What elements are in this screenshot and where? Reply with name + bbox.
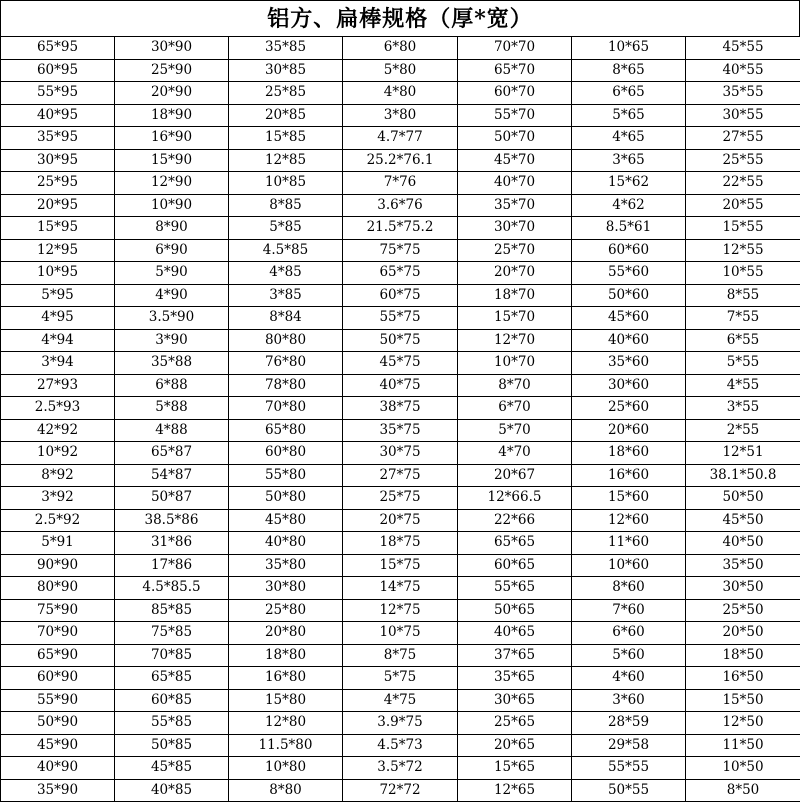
table-cell: 12*85 bbox=[229, 149, 343, 172]
table-row bbox=[1, 239, 800, 262]
table-cell: 6*65 bbox=[572, 82, 686, 105]
table-cell: 4*94 bbox=[1, 329, 115, 352]
table-row bbox=[1, 622, 800, 645]
table-cell: 12*95 bbox=[1, 239, 115, 262]
table-cell: 70*80 bbox=[229, 397, 343, 420]
table-cell: 12*90 bbox=[115, 172, 229, 195]
table-cell: 70*90 bbox=[1, 622, 115, 645]
table-cell: 37*65 bbox=[458, 644, 572, 667]
table-cell: 10*92 bbox=[1, 442, 115, 465]
table-cell: 8*85 bbox=[229, 194, 343, 217]
table-cell: 27*55 bbox=[686, 127, 800, 150]
table-cell: 50*70 bbox=[458, 127, 572, 150]
table-cell: 4*85 bbox=[229, 262, 343, 285]
table-cell: 60*90 bbox=[1, 667, 115, 690]
table-cell: 78*80 bbox=[229, 374, 343, 397]
table-cell: 8*55 bbox=[686, 284, 800, 307]
table-cell: 8*50 bbox=[686, 779, 800, 802]
table-cell: 20*55 bbox=[686, 194, 800, 217]
table-cell: 55*70 bbox=[458, 104, 572, 127]
table-cell: 8*90 bbox=[115, 217, 229, 240]
table-cell: 50*90 bbox=[1, 712, 115, 735]
table-cell: 60*60 bbox=[572, 239, 686, 262]
table-cell: 15*50 bbox=[686, 689, 800, 712]
table-cell: 25*55 bbox=[686, 149, 800, 172]
table-cell: 11*60 bbox=[572, 532, 686, 555]
table-cell: 60*70 bbox=[458, 82, 572, 105]
table-cell: 16*90 bbox=[115, 127, 229, 150]
table-row bbox=[1, 262, 800, 285]
table-cell: 4*90 bbox=[115, 284, 229, 307]
table-cell: 3*80 bbox=[343, 104, 458, 127]
table-row bbox=[1, 667, 800, 690]
table-cell: 65*75 bbox=[343, 262, 458, 285]
table-cell: 10*65 bbox=[572, 37, 686, 60]
table-cell: 10*95 bbox=[1, 262, 115, 285]
table-row bbox=[1, 532, 800, 555]
table-cell: 40*55 bbox=[686, 59, 800, 82]
table-cell: 45*75 bbox=[343, 352, 458, 375]
table-cell: 12*70 bbox=[458, 329, 572, 352]
table-cell: 65*90 bbox=[1, 644, 115, 667]
table-cell: 6*80 bbox=[343, 37, 458, 60]
table-cell: 16*60 bbox=[572, 464, 686, 487]
table-cell: 76*80 bbox=[229, 352, 343, 375]
table-cell: 10*90 bbox=[115, 194, 229, 217]
table-cell: 40*95 bbox=[1, 104, 115, 127]
table-cell: 12*50 bbox=[686, 712, 800, 735]
table-cell: 30*65 bbox=[458, 689, 572, 712]
table-cell: 25*95 bbox=[1, 172, 115, 195]
table-cell: 80*90 bbox=[1, 577, 115, 600]
table-cell: 22*55 bbox=[686, 172, 800, 195]
table-cell: 35*75 bbox=[343, 419, 458, 442]
table-cell: 30*60 bbox=[572, 374, 686, 397]
table-row bbox=[1, 149, 800, 172]
table-cell: 50*60 bbox=[572, 284, 686, 307]
table-cell: 75*75 bbox=[343, 239, 458, 262]
table-cell: 15*95 bbox=[1, 217, 115, 240]
table-cell: 10*60 bbox=[572, 554, 686, 577]
table-cell: 11.5*80 bbox=[229, 734, 343, 757]
table-cell: 4*60 bbox=[572, 667, 686, 690]
table-cell: 45*80 bbox=[229, 509, 343, 532]
table-cell: 30*80 bbox=[229, 577, 343, 600]
table-row bbox=[1, 419, 800, 442]
table-cell: 15*90 bbox=[115, 149, 229, 172]
table-cell: 4.5*85 bbox=[229, 239, 343, 262]
table-cell: 8*60 bbox=[572, 577, 686, 600]
table-cell: 20*85 bbox=[229, 104, 343, 127]
table-row bbox=[1, 644, 800, 667]
table-row bbox=[1, 464, 800, 487]
table-cell: 10*80 bbox=[229, 757, 343, 780]
table-cell: 30*85 bbox=[229, 59, 343, 82]
table-row bbox=[1, 374, 800, 397]
table-row bbox=[1, 509, 800, 532]
table-cell: 12*65 bbox=[458, 779, 572, 802]
table-cell: 30*50 bbox=[686, 577, 800, 600]
table-cell: 70*85 bbox=[115, 644, 229, 667]
table-cell: 5*55 bbox=[686, 352, 800, 375]
table-cell: 15*65 bbox=[458, 757, 572, 780]
table-cell: 65*95 bbox=[1, 37, 115, 60]
table-cell: 65*70 bbox=[458, 59, 572, 82]
table-cell: 29*58 bbox=[572, 734, 686, 757]
table-row bbox=[1, 599, 800, 622]
table-row bbox=[1, 37, 800, 60]
table-cell: 65*85 bbox=[115, 667, 229, 690]
table-cell: 50*85 bbox=[115, 734, 229, 757]
table-cell: 4*62 bbox=[572, 194, 686, 217]
table-cell: 55*75 bbox=[343, 307, 458, 330]
table-cell: 15*70 bbox=[458, 307, 572, 330]
table-cell: 3.5*72 bbox=[343, 757, 458, 780]
table-cell: 45*70 bbox=[458, 149, 572, 172]
table-cell: 16*80 bbox=[229, 667, 343, 690]
table-cell: 15*75 bbox=[343, 554, 458, 577]
table-cell: 4*70 bbox=[458, 442, 572, 465]
table-cell: 45*60 bbox=[572, 307, 686, 330]
table-cell: 10*55 bbox=[686, 262, 800, 285]
table-cell: 40*75 bbox=[343, 374, 458, 397]
table-cell: 5*70 bbox=[458, 419, 572, 442]
table-cell: 50*50 bbox=[686, 487, 800, 510]
table-cell: 35*80 bbox=[229, 554, 343, 577]
table-cell: 10*50 bbox=[686, 757, 800, 780]
table-cell: 40*85 bbox=[115, 779, 229, 802]
table-row bbox=[1, 59, 800, 82]
table-cell: 40*50 bbox=[686, 532, 800, 555]
table-cell: 50*55 bbox=[572, 779, 686, 802]
table-cell: 60*75 bbox=[343, 284, 458, 307]
table-cell: 10*75 bbox=[343, 622, 458, 645]
table-cell: 65*80 bbox=[229, 419, 343, 442]
table-cell: 55*95 bbox=[1, 82, 115, 105]
table-cell: 35*85 bbox=[229, 37, 343, 60]
table-cell: 70*70 bbox=[458, 37, 572, 60]
table-cell: 4*55 bbox=[686, 374, 800, 397]
table-row bbox=[1, 329, 800, 352]
table-cell: 40*90 bbox=[1, 757, 115, 780]
table-cell: 50*75 bbox=[343, 329, 458, 352]
table-cell: 25*50 bbox=[686, 599, 800, 622]
table-row bbox=[1, 734, 800, 757]
table-cell: 20*80 bbox=[229, 622, 343, 645]
table-cell: 20*75 bbox=[343, 509, 458, 532]
table-cell: 5*88 bbox=[115, 397, 229, 420]
table-cell: 6*70 bbox=[458, 397, 572, 420]
table-cell: 10*85 bbox=[229, 172, 343, 195]
table-cell: 60*85 bbox=[115, 689, 229, 712]
table-cell: 8.5*61 bbox=[572, 217, 686, 240]
table-row bbox=[1, 352, 800, 375]
table-cell: 3*94 bbox=[1, 352, 115, 375]
table-cell: 20*50 bbox=[686, 622, 800, 645]
table-cell: 3*55 bbox=[686, 397, 800, 420]
table-cell: 50*80 bbox=[229, 487, 343, 510]
table-cell: 6*88 bbox=[115, 374, 229, 397]
table-cell: 60*95 bbox=[1, 59, 115, 82]
table-cell: 25*90 bbox=[115, 59, 229, 82]
table-row bbox=[1, 577, 800, 600]
table-cell: 30*55 bbox=[686, 104, 800, 127]
table-cell: 5*95 bbox=[1, 284, 115, 307]
table-cell: 5*85 bbox=[229, 217, 343, 240]
table-cell: 45*85 bbox=[115, 757, 229, 780]
table-row bbox=[1, 689, 800, 712]
table-cell: 3*65 bbox=[572, 149, 686, 172]
table-cell: 15*55 bbox=[686, 217, 800, 240]
table-cell: 22*66 bbox=[458, 509, 572, 532]
table-cell: 25*60 bbox=[572, 397, 686, 420]
table-cell: 35*60 bbox=[572, 352, 686, 375]
table-cell: 55*65 bbox=[458, 577, 572, 600]
table-row bbox=[1, 127, 800, 150]
table-cell: 25*85 bbox=[229, 82, 343, 105]
table-cell: 25.2*76.1 bbox=[343, 149, 458, 172]
table-cell: 8*70 bbox=[458, 374, 572, 397]
table-cell: 2*55 bbox=[686, 419, 800, 442]
table-cell: 7*55 bbox=[686, 307, 800, 330]
table-cell: 20*65 bbox=[458, 734, 572, 757]
table-cell: 2.5*92 bbox=[1, 509, 115, 532]
table-cell: 25*80 bbox=[229, 599, 343, 622]
table-cell: 2.5*93 bbox=[1, 397, 115, 420]
table-cell: 7*76 bbox=[343, 172, 458, 195]
table-cell: 42*92 bbox=[1, 419, 115, 442]
table-cell: 18*70 bbox=[458, 284, 572, 307]
table-cell: 45*50 bbox=[686, 509, 800, 532]
table-cell: 12*75 bbox=[343, 599, 458, 622]
table-cell: 50*87 bbox=[115, 487, 229, 510]
table-cell: 75*85 bbox=[115, 622, 229, 645]
table-cell: 30*95 bbox=[1, 149, 115, 172]
table-row bbox=[1, 757, 800, 780]
table-cell: 4.5*85.5 bbox=[115, 577, 229, 600]
table-cell: 15*60 bbox=[572, 487, 686, 510]
table-cell: 60*80 bbox=[229, 442, 343, 465]
table-cell: 75*90 bbox=[1, 599, 115, 622]
table-cell: 35*50 bbox=[686, 554, 800, 577]
table-cell: 55*55 bbox=[572, 757, 686, 780]
table-cell: 35*65 bbox=[458, 667, 572, 690]
table-cell: 65*87 bbox=[115, 442, 229, 465]
table-cell: 55*60 bbox=[572, 262, 686, 285]
table-cell: 54*87 bbox=[115, 464, 229, 487]
table-cell: 6*90 bbox=[115, 239, 229, 262]
table-cell: 12*51 bbox=[686, 442, 800, 465]
table-cell: 3*92 bbox=[1, 487, 115, 510]
table-cell: 8*65 bbox=[572, 59, 686, 82]
table-cell: 4*65 bbox=[572, 127, 686, 150]
table-row bbox=[1, 712, 800, 735]
table-cell: 30*70 bbox=[458, 217, 572, 240]
spec-table bbox=[0, 36, 800, 802]
sheet-title: 铝方、扁棒规格（厚*宽） bbox=[0, 0, 800, 36]
table-cell: 21.5*75.2 bbox=[343, 217, 458, 240]
table-cell: 38.1*50.8 bbox=[686, 464, 800, 487]
table-cell: 35*70 bbox=[458, 194, 572, 217]
table-cell: 15*85 bbox=[229, 127, 343, 150]
table-cell: 5*65 bbox=[572, 104, 686, 127]
table-cell: 20*67 bbox=[458, 464, 572, 487]
table-cell: 17*86 bbox=[115, 554, 229, 577]
table-row bbox=[1, 172, 800, 195]
table-cell: 3.5*90 bbox=[115, 307, 229, 330]
table-cell: 18*60 bbox=[572, 442, 686, 465]
table-cell: 12*55 bbox=[686, 239, 800, 262]
table-cell: 4*75 bbox=[343, 689, 458, 712]
table-cell: 55*80 bbox=[229, 464, 343, 487]
table-cell: 12*60 bbox=[572, 509, 686, 532]
table-row bbox=[1, 397, 800, 420]
table-row bbox=[1, 442, 800, 465]
table-cell: 40*65 bbox=[458, 622, 572, 645]
table-cell: 25*70 bbox=[458, 239, 572, 262]
table-cell: 40*80 bbox=[229, 532, 343, 555]
table-row bbox=[1, 284, 800, 307]
table-cell: 5*75 bbox=[343, 667, 458, 690]
table-row bbox=[1, 487, 800, 510]
table-cell: 25*75 bbox=[343, 487, 458, 510]
table-cell: 5*90 bbox=[115, 262, 229, 285]
table-cell: 30*75 bbox=[343, 442, 458, 465]
table-cell: 8*92 bbox=[1, 464, 115, 487]
table-cell: 55*90 bbox=[1, 689, 115, 712]
table-cell: 15*80 bbox=[229, 689, 343, 712]
table-cell: 3.6*76 bbox=[343, 194, 458, 217]
table-cell: 3.9*75 bbox=[343, 712, 458, 735]
table-cell: 45*55 bbox=[686, 37, 800, 60]
table-cell: 35*55 bbox=[686, 82, 800, 105]
table-cell: 85*85 bbox=[115, 599, 229, 622]
table-cell: 31*86 bbox=[115, 532, 229, 555]
table-cell: 40*60 bbox=[572, 329, 686, 352]
table-cell: 4*88 bbox=[115, 419, 229, 442]
table-cell: 7*60 bbox=[572, 599, 686, 622]
table-cell: 45*90 bbox=[1, 734, 115, 757]
table-cell: 27*93 bbox=[1, 374, 115, 397]
table-cell: 10*70 bbox=[458, 352, 572, 375]
table-row bbox=[1, 82, 800, 105]
table-cell: 4*95 bbox=[1, 307, 115, 330]
table-cell: 72*72 bbox=[343, 779, 458, 802]
table-cell: 38*75 bbox=[343, 397, 458, 420]
table-cell: 18*80 bbox=[229, 644, 343, 667]
table-cell: 65*65 bbox=[458, 532, 572, 555]
table-cell: 8*84 bbox=[229, 307, 343, 330]
table-cell: 3*90 bbox=[115, 329, 229, 352]
table-cell: 18*90 bbox=[115, 104, 229, 127]
table-cell: 27*75 bbox=[343, 464, 458, 487]
table-cell: 60*65 bbox=[458, 554, 572, 577]
table-cell: 12*66.5 bbox=[458, 487, 572, 510]
table-row bbox=[1, 779, 800, 802]
table-cell: 20*70 bbox=[458, 262, 572, 285]
table-cell: 80*80 bbox=[229, 329, 343, 352]
table-cell: 35*90 bbox=[1, 779, 115, 802]
table-cell: 8*80 bbox=[229, 779, 343, 802]
table-cell: 12*80 bbox=[229, 712, 343, 735]
table-cell: 4.5*73 bbox=[343, 734, 458, 757]
table-row bbox=[1, 194, 800, 217]
table-cell: 4.7*77 bbox=[343, 127, 458, 150]
table-cell: 20*95 bbox=[1, 194, 115, 217]
table-cell: 28*59 bbox=[572, 712, 686, 735]
table-row bbox=[1, 554, 800, 577]
table-cell: 25*65 bbox=[458, 712, 572, 735]
table-row bbox=[1, 217, 800, 240]
table-cell: 90*90 bbox=[1, 554, 115, 577]
table-cell: 6*60 bbox=[572, 622, 686, 645]
table-cell: 6*55 bbox=[686, 329, 800, 352]
table-cell: 5*91 bbox=[1, 532, 115, 555]
table-cell: 55*85 bbox=[115, 712, 229, 735]
table-cell: 14*75 bbox=[343, 577, 458, 600]
table-cell: 40*70 bbox=[458, 172, 572, 195]
table-cell: 5*80 bbox=[343, 59, 458, 82]
table-cell: 16*50 bbox=[686, 667, 800, 690]
table-cell: 38.5*86 bbox=[115, 509, 229, 532]
table-cell: 20*60 bbox=[572, 419, 686, 442]
table-cell: 5*60 bbox=[572, 644, 686, 667]
table-cell: 30*90 bbox=[115, 37, 229, 60]
table-cell: 35*95 bbox=[1, 127, 115, 150]
table-cell: 20*90 bbox=[115, 82, 229, 105]
table-cell: 3*60 bbox=[572, 689, 686, 712]
table-cell: 35*88 bbox=[115, 352, 229, 375]
table-cell: 11*50 bbox=[686, 734, 800, 757]
table-cell: 15*62 bbox=[572, 172, 686, 195]
table-row bbox=[1, 104, 800, 127]
table-cell: 8*75 bbox=[343, 644, 458, 667]
table-cell: 18*75 bbox=[343, 532, 458, 555]
table-row bbox=[1, 307, 800, 330]
table-cell: 3*85 bbox=[229, 284, 343, 307]
table-cell: 18*50 bbox=[686, 644, 800, 667]
table-cell: 4*80 bbox=[343, 82, 458, 105]
table-cell: 50*65 bbox=[458, 599, 572, 622]
